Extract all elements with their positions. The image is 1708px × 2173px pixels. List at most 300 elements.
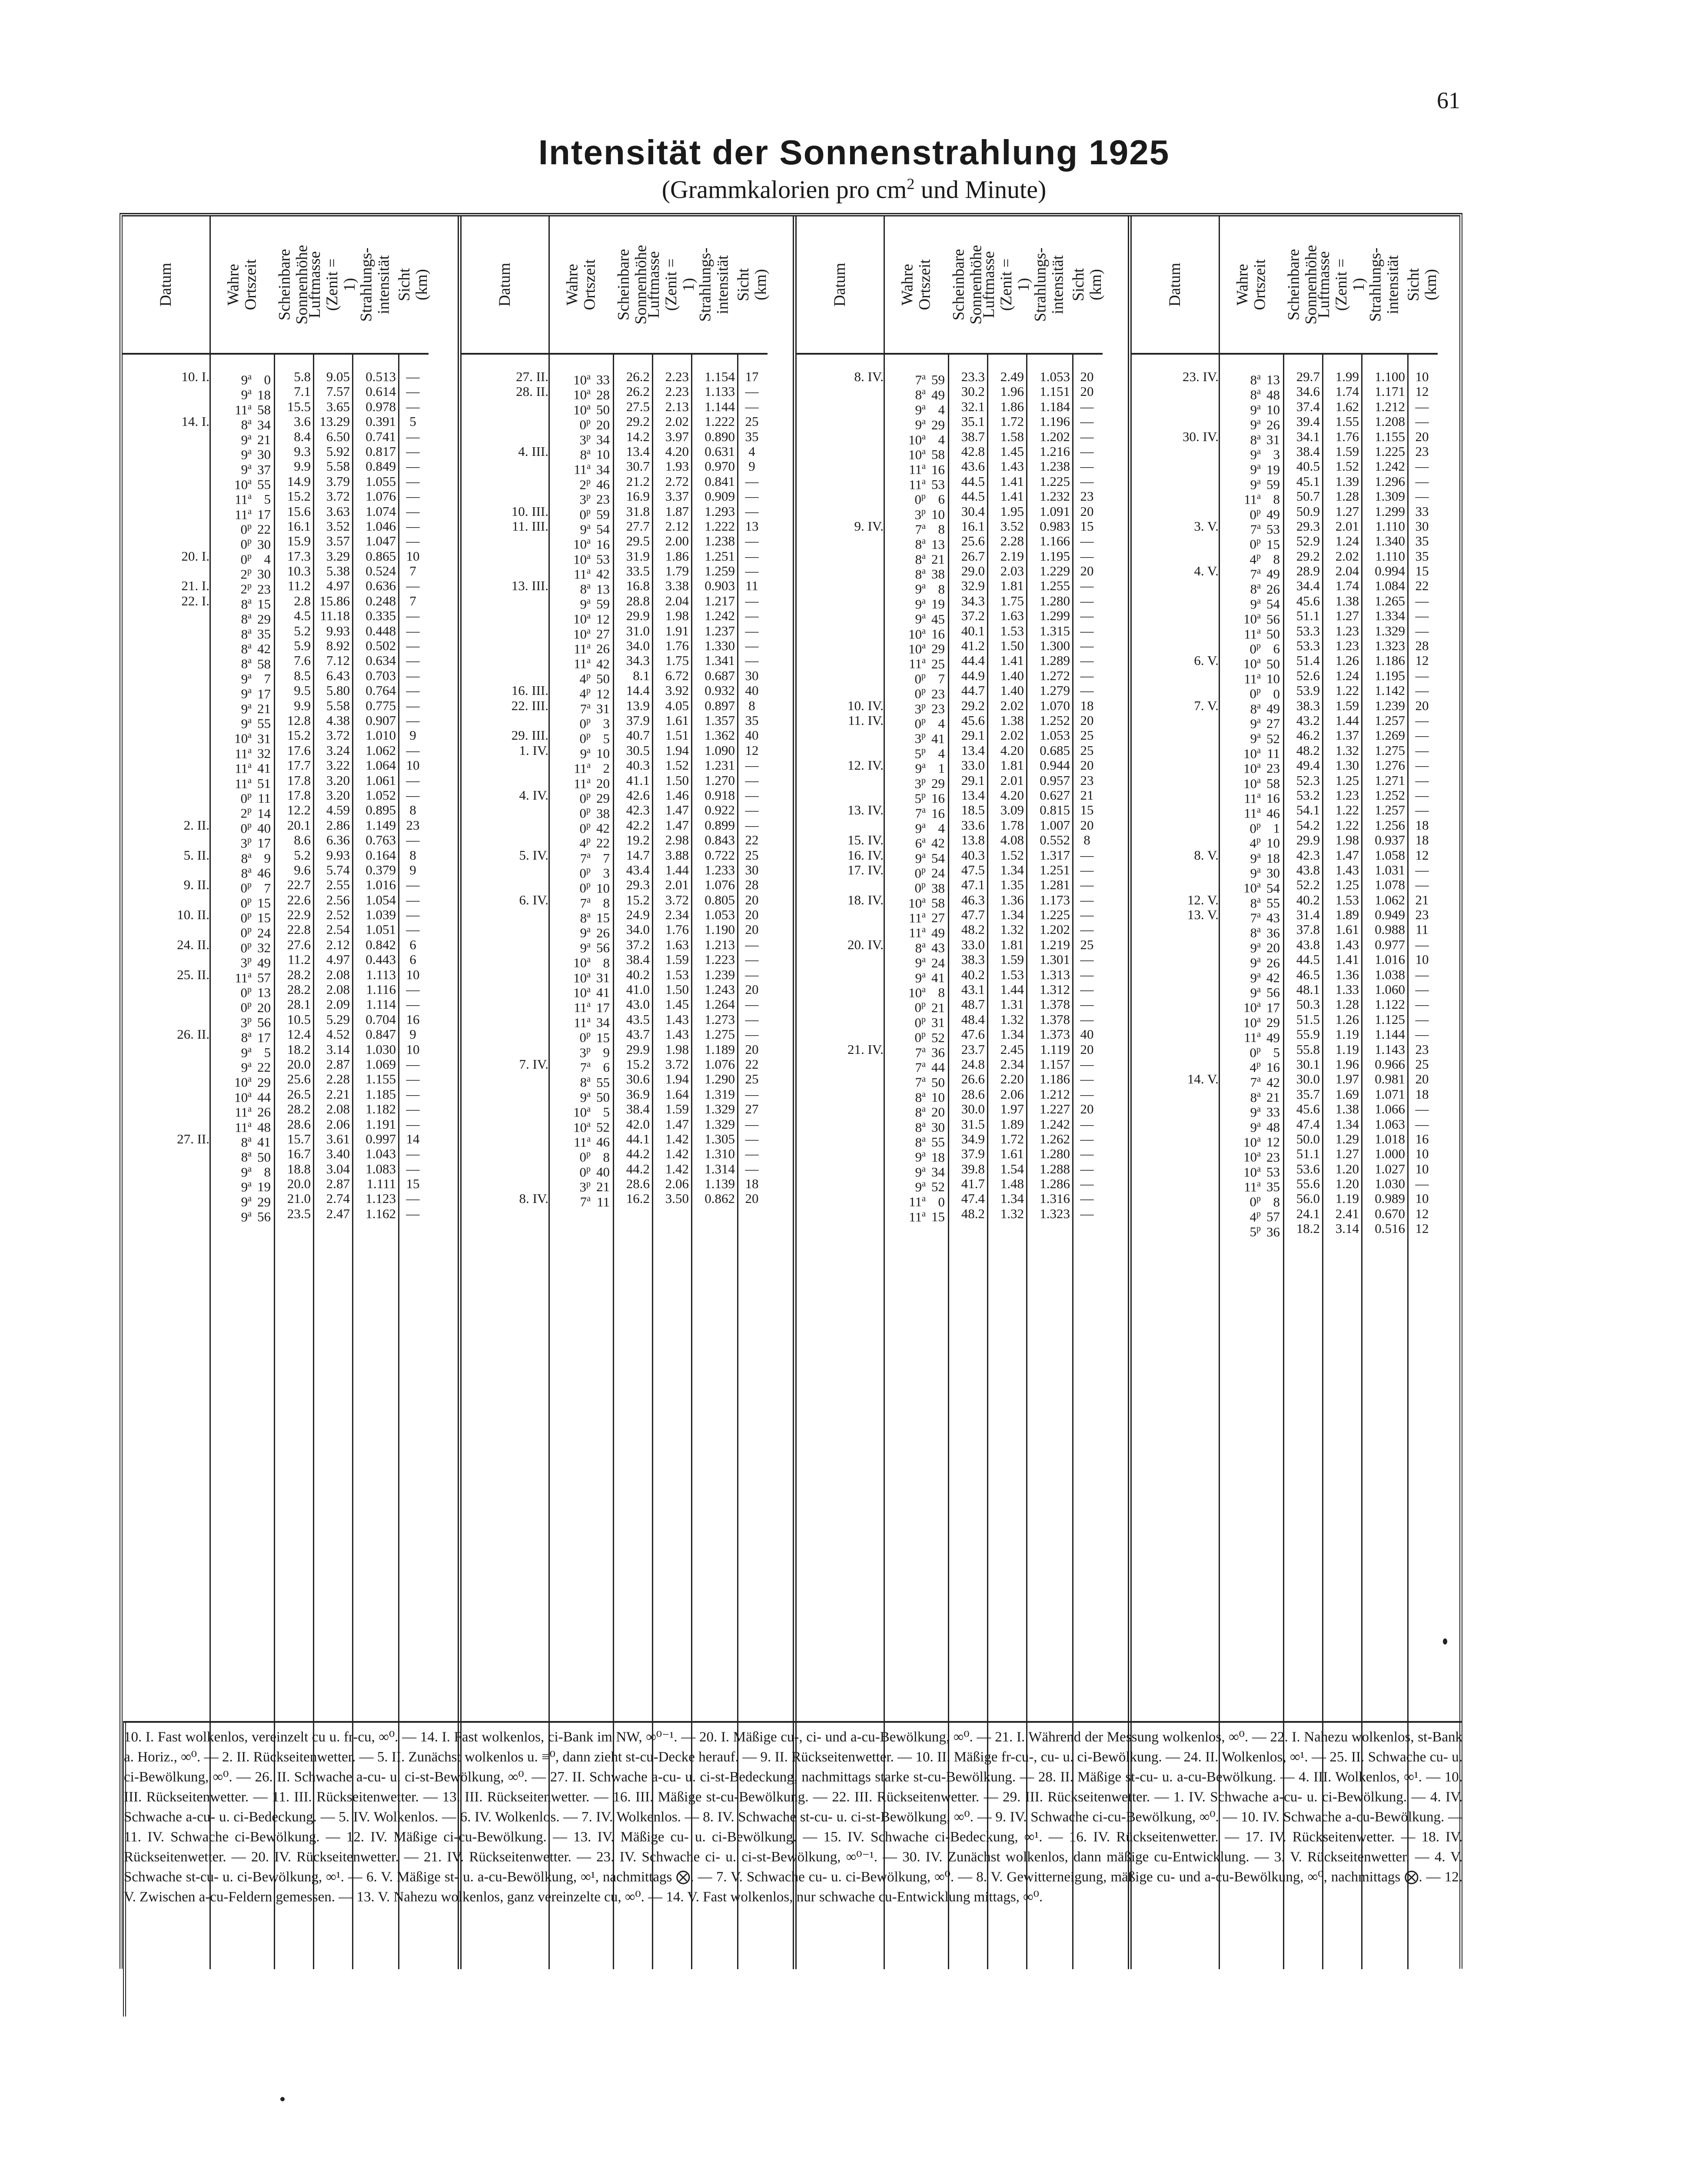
air-mass-cell: 2.12 — [326, 937, 350, 952]
air-mass-cell: 1.69 — [1335, 1086, 1359, 1102]
air-mass-cell: 1.22 — [1335, 802, 1359, 818]
table-row — [123, 503, 458, 522]
time-hour: 11 — [1244, 492, 1257, 507]
time-minute: 21 — [257, 432, 271, 447]
time-minute: 53 — [1266, 522, 1280, 537]
time-hour: 4 — [1249, 835, 1256, 851]
air-mass-cell: 9.93 — [326, 847, 350, 863]
table-row — [462, 758, 793, 776]
intensity-cell: 1.208 — [1375, 414, 1405, 429]
time-minute: 55 — [596, 1074, 610, 1090]
time-hour: 11 — [909, 1209, 922, 1225]
table-row — [462, 429, 793, 447]
time-hour: 0 — [1249, 686, 1256, 701]
air-mass-cell: 1.93 — [665, 459, 689, 474]
time-meridiem: a — [1257, 671, 1261, 681]
time-meridiem: a — [248, 446, 252, 456]
sun-height-cell: 34.9 — [961, 1131, 985, 1146]
table-row — [797, 712, 1128, 731]
time-meridiem: a — [922, 432, 926, 442]
intensity-cell: 0.687 — [704, 668, 735, 683]
visibility-cell: 10 — [1415, 1146, 1429, 1162]
table-row — [123, 967, 458, 985]
table-row — [462, 443, 793, 462]
date-cell: 10. I. — [181, 369, 209, 384]
intensity-cell: 0.670 — [1375, 1206, 1405, 1221]
time-minute: 8 — [264, 1164, 271, 1180]
air-mass-cell: 1.42 — [665, 1131, 689, 1146]
time-hour: 8 — [241, 865, 248, 881]
intensity-cell: 1.061 — [366, 772, 396, 788]
sun-height-cell: 13.4 — [961, 787, 985, 803]
sun-height-cell: 12.2 — [287, 802, 311, 818]
date-cell: 28. II. — [516, 384, 548, 399]
time-hour: 8 — [241, 1030, 248, 1045]
time-minute: 55 — [1266, 895, 1280, 910]
visibility-cell: 23 — [1080, 772, 1094, 788]
visibility-cell: 33 — [1415, 503, 1429, 519]
sun-height-cell: 20.1 — [287, 817, 311, 833]
visibility-cell: 22 — [1415, 578, 1429, 594]
time-meridiem: a — [922, 835, 926, 845]
time-minute: 36 — [931, 1044, 945, 1060]
table-row — [462, 742, 793, 761]
table-row — [797, 742, 1128, 761]
time-meridiem: a — [1257, 417, 1261, 427]
time-meridiem: a — [1257, 446, 1261, 456]
date-cell: 13. V. — [1187, 907, 1219, 923]
time-meridiem: a — [1257, 1179, 1261, 1189]
visibility-cell: — — [1080, 1176, 1094, 1192]
sun-height-cell: 30.7 — [626, 459, 650, 474]
time-hour: 10 — [1243, 1164, 1257, 1180]
time-hour: 11 — [235, 970, 248, 985]
time-minute: 46 — [596, 477, 610, 492]
intensity-cell: 0.897 — [704, 698, 735, 713]
table-row — [797, 967, 1128, 985]
table-row — [1132, 742, 1459, 761]
sun-height-cell: 50.7 — [1296, 488, 1320, 504]
intensity-cell: 1.076 — [704, 877, 735, 893]
sun-height-cell: 33.0 — [961, 937, 985, 952]
time-meridiem: p — [247, 955, 252, 965]
time-meridiem: p — [586, 1179, 591, 1189]
column-header-label: Wahre Ortszeit — [563, 259, 599, 310]
time-meridiem: a — [587, 745, 591, 755]
time-minute: 16 — [1266, 1060, 1280, 1075]
sun-height-cell: 34.3 — [626, 653, 650, 668]
sun-height-cell: 32.9 — [961, 578, 985, 594]
table-row — [797, 1056, 1128, 1075]
column-header-label: Sicht (km) — [1405, 268, 1440, 302]
air-mass-cell: 1.19 — [1335, 1191, 1359, 1206]
time-minute: 56 — [1266, 985, 1280, 1000]
time-minute: 32 — [257, 940, 271, 956]
time-minute: 31 — [596, 701, 610, 716]
visibility-cell: — — [1080, 668, 1094, 683]
visibility-cell: 20 — [1080, 384, 1094, 399]
sun-height-cell: 26.2 — [626, 369, 650, 384]
time-hour: 9 — [1250, 447, 1257, 462]
table-row — [123, 832, 458, 851]
column-header — [1026, 216, 1072, 355]
visibility-cell: — — [745, 1086, 759, 1102]
table-row — [1132, 937, 1459, 956]
sun-height-cell: 15.2 — [626, 1056, 650, 1072]
intensity-cell: 1.144 — [1375, 1027, 1405, 1042]
visibility-cell: 22 — [745, 832, 759, 848]
sun-height-cell: 14.7 — [626, 847, 650, 863]
sun-height-cell: 47.4 — [961, 1191, 985, 1206]
intensity-cell: 1.182 — [366, 1101, 396, 1117]
table-row — [123, 847, 458, 866]
time-meridiem: a — [248, 671, 252, 681]
visibility-cell: — — [1080, 997, 1094, 1012]
time-hour: 0 — [579, 821, 586, 836]
time-meridiem: p — [921, 506, 926, 516]
time-hour: 0 — [579, 417, 586, 432]
time-hour: 11 — [235, 1104, 248, 1120]
sun-height-cell: 37.2 — [626, 937, 650, 952]
sun-height-cell: 40.2 — [626, 967, 650, 982]
table-row — [797, 862, 1128, 881]
time-minute: 54 — [1266, 880, 1280, 896]
intensity-cell: 1.323 — [1375, 638, 1405, 654]
table-row — [462, 787, 793, 806]
intensity-cell: 1.038 — [1375, 967, 1405, 982]
sun-height-cell: 44.4 — [961, 653, 985, 668]
sun-height-cell: 47.1 — [961, 877, 985, 893]
time-hour: 0 — [579, 805, 586, 821]
time-hour: 9 — [241, 372, 248, 388]
time-meridiem: a — [922, 536, 926, 546]
visibility-cell: 10 — [406, 967, 420, 982]
visibility-cell: — — [745, 787, 759, 803]
visibility-cell: 15 — [1080, 802, 1094, 818]
time-meridiem: a — [1257, 521, 1261, 531]
air-mass-cell: 1.52 — [665, 758, 689, 773]
sun-height-cell: 18.2 — [1296, 1221, 1320, 1236]
time-meridiem: a — [1257, 970, 1261, 980]
air-mass-cell: 1.42 — [665, 1161, 689, 1176]
intensity-cell: 1.237 — [704, 623, 735, 638]
time-hour: 11 — [574, 1000, 587, 1015]
time-meridiem: a — [1257, 1119, 1261, 1129]
time-meridiem: a — [248, 775, 252, 785]
time-meridiem: a — [922, 417, 926, 427]
time-minute: 23 — [1266, 1149, 1280, 1165]
visibility-cell: 23 — [406, 817, 420, 833]
air-mass-cell: 6.50 — [326, 429, 350, 444]
visibility-cell: — — [745, 593, 759, 608]
sun-height-cell: 31.4 — [1296, 907, 1320, 923]
intensity-cell: 0.944 — [1040, 758, 1070, 773]
time-meridiem: a — [248, 1059, 252, 1069]
time-meridiem: a — [587, 895, 591, 905]
date-cell: 7. V. — [1194, 698, 1219, 713]
time-hour: 7 — [915, 1044, 922, 1060]
time-minute: 52 — [931, 1030, 945, 1045]
table-row — [1132, 473, 1459, 492]
time-hour: 8 — [1250, 581, 1257, 597]
sun-height-cell: 30.0 — [1296, 1071, 1320, 1087]
visibility-cell: 25 — [745, 847, 759, 863]
time-meridiem: a — [587, 925, 591, 935]
visibility-cell: 20 — [1080, 503, 1094, 519]
intensity-cell: 0.636 — [366, 578, 396, 594]
visibility-cell: 5 — [409, 414, 416, 429]
time-meridiem: a — [248, 761, 252, 771]
intensity-cell: 1.301 — [1040, 952, 1070, 967]
time-hour: 0 — [240, 552, 247, 567]
intensity-cell: 1.119 — [1040, 1041, 1070, 1057]
table-rows — [123, 369, 458, 1225]
air-mass-cell: 8.92 — [326, 638, 350, 654]
visibility-cell: — — [1415, 937, 1429, 952]
visibility-cell: — — [1080, 1146, 1094, 1162]
air-mass-cell: 1.59 — [1335, 698, 1359, 713]
time-meridiem: a — [248, 1044, 252, 1054]
date-cell: 22. III. — [511, 698, 548, 713]
time-minute: 16 — [931, 791, 945, 806]
time-hour: 7 — [915, 522, 922, 537]
table-row — [462, 488, 793, 507]
time-hour: 11 — [1244, 1179, 1257, 1195]
visibility-cell: — — [406, 623, 420, 638]
sun-height-cell: 26.5 — [287, 1086, 311, 1102]
time-meridiem: p — [921, 865, 926, 875]
time-minute: 1 — [938, 761, 945, 776]
time-hour: 4 — [1249, 1060, 1256, 1075]
air-mass-cell: 1.35 — [1000, 877, 1024, 893]
intensity-cell: 1.313 — [1040, 967, 1070, 982]
sun-height-cell: 30.0 — [961, 1101, 985, 1117]
time-meridiem: a — [922, 955, 926, 965]
visibility-cell: — — [745, 817, 759, 833]
intensity-cell: 1.151 — [1040, 384, 1070, 399]
air-mass-cell: 11.18 — [320, 608, 350, 624]
intensity-cell: 0.627 — [1040, 787, 1070, 803]
time-meridiem: p — [247, 1000, 252, 1010]
sun-height-cell: 51.4 — [1296, 653, 1320, 668]
air-mass-cell: 3.04 — [326, 1161, 350, 1176]
time-meridiem: a — [922, 626, 926, 636]
time-meridiem: a — [922, 985, 926, 995]
visibility-cell: 25 — [1080, 728, 1094, 743]
sun-height-cell: 22.9 — [287, 907, 311, 923]
table-row — [1132, 1146, 1459, 1165]
air-mass-cell: 1.20 — [1335, 1161, 1359, 1176]
intensity-cell: 1.039 — [366, 907, 396, 923]
table-row — [1132, 443, 1459, 462]
time-meridiem: a — [248, 372, 252, 382]
sun-height-cell: 48.4 — [961, 1011, 985, 1027]
table-row — [1132, 1041, 1459, 1060]
time-minute: 31 — [257, 731, 271, 746]
time-hour: 7 — [580, 1060, 587, 1075]
time-hour: 8 — [580, 910, 587, 926]
visibility-cell: — — [406, 772, 420, 788]
intensity-cell: 0.741 — [366, 429, 396, 444]
time-hour: 11 — [909, 462, 922, 477]
time-meridiem: a — [922, 1149, 926, 1159]
visibility-cell: — — [406, 1056, 420, 1072]
air-mass-cell: 1.75 — [665, 653, 689, 668]
time-minute: 0 — [1273, 686, 1280, 701]
time-hour: 9 — [1250, 865, 1257, 881]
visibility-cell: — — [745, 1131, 759, 1146]
air-mass-cell: 1.50 — [665, 772, 689, 788]
time-hour: 8 — [241, 850, 248, 866]
date-cell: 17. IV. — [847, 862, 884, 877]
time-minute: 18 — [1266, 850, 1280, 866]
intensity-cell: 1.186 — [1375, 653, 1405, 668]
time-hour: 9 — [915, 955, 922, 970]
air-mass-cell: 1.58 — [1000, 429, 1024, 444]
sun-height-cell: 5.2 — [294, 623, 311, 638]
table-row — [1132, 832, 1459, 851]
air-mass-cell: 1.32 — [1335, 742, 1359, 758]
air-mass-cell: 2.06 — [1000, 1086, 1024, 1102]
time-meridiem: a — [922, 387, 926, 397]
time-hour: 8 — [241, 1149, 248, 1165]
time-hour: 9 — [915, 596, 922, 612]
air-mass-cell: 1.44 — [665, 862, 689, 877]
time-hour: 0 — [914, 686, 921, 701]
time-hour: 9 — [915, 417, 922, 432]
intensity-cell: 1.251 — [1040, 862, 1070, 877]
time-hour: 9 — [241, 1060, 248, 1075]
time-minute: 20 — [931, 1104, 945, 1120]
air-mass-cell: 1.32 — [1000, 922, 1024, 937]
time-meridiem: a — [248, 1164, 252, 1174]
time-hour: 11 — [235, 746, 248, 761]
visibility-cell: — — [406, 1161, 420, 1176]
date-cell: 15. IV. — [847, 832, 884, 848]
time-minute: 37 — [257, 462, 271, 477]
date-cell: 5. II. — [183, 847, 209, 863]
air-mass-cell: 1.27 — [1335, 608, 1359, 624]
sun-height-cell: 42.8 — [961, 443, 985, 459]
time-minute: 11 — [1267, 746, 1280, 761]
intensity-cell: 1.053 — [704, 907, 735, 923]
date-cell: 3. V. — [1194, 518, 1219, 534]
air-mass-cell: 7.57 — [326, 384, 350, 399]
time-hour: 7 — [915, 1060, 922, 1075]
sun-height-cell: 46.2 — [1296, 728, 1320, 743]
time-meridiem: a — [922, 925, 926, 935]
intensity-cell: 0.841 — [704, 473, 735, 489]
intensity-cell: 1.076 — [704, 1056, 735, 1072]
visibility-cell: — — [1080, 608, 1094, 624]
visibility-cell: — — [1080, 414, 1094, 429]
intensity-cell: 1.315 — [1040, 623, 1070, 638]
intensity-cell: 1.185 — [366, 1086, 396, 1102]
time-hour: 11 — [574, 462, 587, 477]
visibility-cell: — — [1080, 1191, 1094, 1206]
time-minute: 58 — [1266, 775, 1280, 791]
sun-height-cell: 39.4 — [1296, 414, 1320, 429]
time-meridiem: a — [248, 970, 252, 980]
table-row — [1132, 1101, 1459, 1120]
intensity-cell: 1.323 — [1040, 1206, 1070, 1221]
visibility-cell: 12 — [1415, 847, 1429, 863]
intensity-cell: 1.133 — [704, 384, 735, 399]
time-hour: 8 — [241, 611, 248, 627]
intensity-cell: 1.232 — [1040, 488, 1070, 504]
sun-height-cell: 14.9 — [287, 473, 311, 489]
sun-height-cell: 53.3 — [1296, 638, 1320, 654]
intensity-cell: 0.775 — [366, 698, 396, 713]
visibility-cell: — — [406, 742, 420, 758]
table-row — [123, 459, 458, 477]
sun-height-cell: 47.7 — [961, 907, 985, 923]
table-row — [1132, 1071, 1459, 1090]
time-meridiem: a — [1257, 611, 1261, 621]
time-meridiem: a — [248, 1074, 252, 1084]
visibility-cell: — — [406, 503, 420, 519]
air-mass-cell: 1.23 — [1335, 623, 1359, 638]
visibility-cell: 25 — [1080, 742, 1094, 758]
visibility-cell: — — [1415, 488, 1429, 504]
intensity-cell: 0.763 — [366, 832, 396, 848]
time-hour: 0 — [240, 910, 247, 926]
time-meridiem: p — [1256, 820, 1261, 830]
table-column-group — [793, 216, 1128, 1969]
time-minute: 59 — [596, 506, 610, 522]
table-row — [797, 638, 1128, 657]
time-hour: 7 — [580, 1194, 587, 1209]
visibility-cell: — — [406, 1191, 420, 1206]
time-minute: 1 — [1273, 821, 1280, 836]
time-meridiem: p — [247, 536, 252, 546]
time-meridiem: p — [247, 1014, 252, 1024]
table-row — [123, 772, 458, 791]
time-hour: 10 — [1243, 1000, 1257, 1015]
table-row — [462, 847, 793, 866]
sun-height-cell: 22.8 — [287, 922, 311, 937]
column-header-label: Strahlungs- intensität — [696, 247, 732, 322]
time-minute: 3 — [1273, 447, 1280, 462]
table-row — [1132, 907, 1459, 926]
sun-height-cell: 7.6 — [294, 653, 311, 668]
time-meridiem: a — [248, 850, 252, 860]
air-mass-cell: 3.29 — [326, 548, 350, 564]
visibility-cell: — — [406, 1146, 420, 1162]
visibility-cell: 20 — [1080, 1041, 1094, 1057]
visibility-cell: 25 — [745, 1071, 759, 1087]
intensity-cell: 0.970 — [704, 459, 735, 474]
time-hour: 10 — [573, 372, 587, 388]
time-meridiem: p — [586, 1164, 591, 1174]
time-hour: 10 — [1243, 746, 1257, 761]
air-mass-cell: 3.24 — [326, 742, 350, 758]
intensity-cell: 1.195 — [1040, 548, 1070, 564]
time-minute: 21 — [257, 701, 271, 716]
time-minute: 42 — [257, 641, 271, 657]
time-hour: 9 — [1250, 477, 1257, 492]
visibility-cell: — — [1080, 1071, 1094, 1087]
time-hour: 9 — [1250, 1119, 1257, 1135]
intensity-cell: 1.225 — [1040, 473, 1070, 489]
time-meridiem: a — [587, 955, 591, 965]
time-minute: 46 — [257, 865, 271, 881]
sun-height-cell: 54.1 — [1296, 802, 1320, 818]
air-mass-cell: 3.72 — [326, 728, 350, 743]
sun-height-cell: 29.3 — [626, 877, 650, 893]
time-hour: 4 — [579, 835, 586, 851]
visibility-cell: 20 — [745, 922, 759, 937]
